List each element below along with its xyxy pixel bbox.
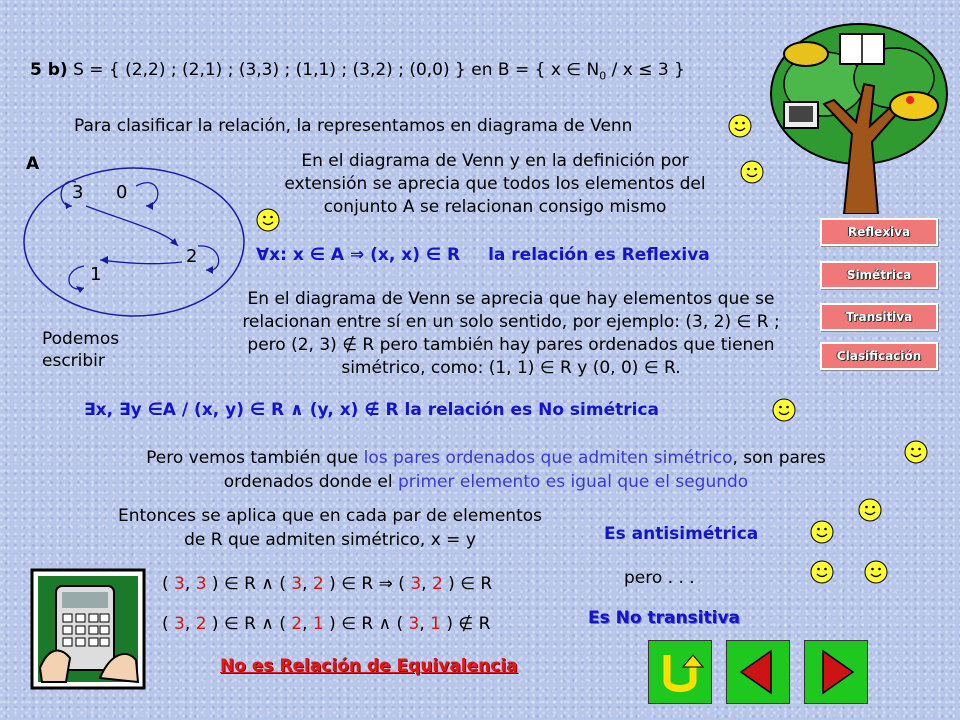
symmetric-line4: simétrico, como: (1, 1) ∈ R y (0, 0) ∈ R. <box>341 358 681 378</box>
back-arrow-icon[interactable] <box>726 640 790 704</box>
row1-p5: 3 <box>291 574 303 594</box>
reflexive-formula <box>256 245 710 265</box>
venn-element-2: 2 <box>186 246 198 267</box>
antisym-line2-a: ordenados donde el <box>223 472 398 492</box>
loop-arrow-2 <box>198 246 219 270</box>
antisym-rule-line1: Entonces se aplica que en cada par de elementos <box>117 506 543 526</box>
antisym-highlight-2: primer elemento es igual que el segundo <box>397 472 749 492</box>
reflexive-paragraph <box>250 150 740 219</box>
arrow-2-to-1 <box>100 260 182 264</box>
row2-p11: 1 <box>430 614 441 634</box>
row1-p3: 3 <box>195 574 207 594</box>
transitive-result: Es No transitiva <box>588 608 741 628</box>
row1-p2: , <box>184 574 196 594</box>
loop-arrowhead-0 <box>146 202 153 210</box>
row2-p0: ( <box>162 614 175 634</box>
antisym-line1 <box>86 446 886 470</box>
smiley-icon <box>728 114 752 138</box>
problem-statement <box>30 60 685 82</box>
problem-number: 5 b) <box>30 60 68 80</box>
row1-p9: 3 <box>410 574 422 594</box>
forward-arrow-icon[interactable] <box>804 640 868 704</box>
venn-element-1: 1 <box>90 264 102 285</box>
smiley-icon <box>904 440 928 464</box>
venn-caption-line1: Podemos <box>42 329 120 349</box>
reflexive-formula-text: ∀x: x ∈ A ⇒ (x, x) ∈ R <box>256 245 461 265</box>
intro-text: Para clasificar la relación, la representamos en diagrama de Venn <box>74 116 633 136</box>
transitive-row-2 <box>162 614 490 634</box>
symmetric-line2: relacionan entre sí en un solo sentido, por ejemplo: (3, 2) ∈ R ; <box>242 312 780 332</box>
reflexive-line2: extensión se aprecia que todos los elementos del <box>284 174 706 194</box>
arrowhead-2-to-1 <box>100 256 108 264</box>
row1-p7: 2 <box>312 574 324 594</box>
transitive-but: pero . . . <box>624 568 695 588</box>
calculator-icon <box>30 568 146 690</box>
symmetric-formula: ∃x, ∃y ∈A / (x, y) ∈ R ∧ (y, x) ∉ R la relación es No simétrica <box>84 400 660 420</box>
antisym-line1-a: Pero vemos también que <box>146 448 364 468</box>
antisym-paragraph <box>86 446 886 494</box>
tree-books-icon <box>764 14 954 214</box>
row2-p4: ) ∈ R ∧ ( <box>206 614 292 634</box>
row1-p1: 3 <box>174 574 185 594</box>
arrow-3-to-2 <box>86 206 178 246</box>
relation-definition: S = { (2,2) ; (2,1) ; (3,3) ; (1,1) ; (3,2) ; (0,0) } en B = { x ∈ N <box>73 60 600 80</box>
smiley-icon <box>858 498 882 522</box>
row2-p5: 2 <box>291 614 303 634</box>
smiley-icon <box>256 208 280 232</box>
transitive-row-1 <box>162 574 492 594</box>
set-label-a: A <box>26 154 40 174</box>
smiley-icon <box>740 160 764 184</box>
smiley-icon <box>864 560 888 584</box>
venn-caption <box>42 328 119 372</box>
set-subscript: 0 <box>599 69 607 83</box>
loop-arrow-0 <box>136 183 158 206</box>
row2-p12: ) ∉ R <box>440 614 491 634</box>
transitiva-button[interactable]: Transitiva <box>820 303 938 331</box>
symmetric-line3: pero (2, 3) ∉ R pero también hay pares ordenados que tienen <box>247 335 775 355</box>
antisym-result: Es antisimétrica <box>604 524 759 544</box>
simetrica-button[interactable]: Simétrica <box>820 261 938 289</box>
row2-p9: 3 <box>408 614 420 634</box>
symmetric-line1: En el diagrama de Venn se aprecia que hay elementos que se <box>247 289 775 309</box>
row1-p12: ) ∈ R <box>442 574 493 594</box>
loop-arrowhead-3 <box>65 202 72 209</box>
set-condition: / x ≤ 3 } <box>606 60 685 80</box>
row1-p4: ) ∈ R ∧ ( <box>206 574 292 594</box>
row2-p1: 3 <box>174 614 185 634</box>
venn-caption-line2: escribir <box>42 351 105 371</box>
symmetric-paragraph <box>196 288 826 380</box>
antisym-rule <box>80 504 580 552</box>
loop-arrowhead-2 <box>206 266 213 274</box>
row2-p6: , <box>302 614 313 634</box>
smiley-icon <box>810 560 834 584</box>
loop-arrow-1 <box>69 266 84 289</box>
antisym-highlight-1: los pares ordenados que admiten simétrico <box>363 448 733 468</box>
venn-element-0: 0 <box>116 182 128 203</box>
footer-conclusion: No es Relación de Equivalencia <box>220 656 518 676</box>
smiley-icon <box>772 398 796 422</box>
antisym-line1-c: , son pares <box>732 448 826 468</box>
row2-p7: 1 <box>312 614 324 634</box>
home-u-turn-icon[interactable] <box>648 640 712 704</box>
row2-p2: , <box>184 614 196 634</box>
reflexive-conclusion: la relación es Reflexiva <box>488 245 710 265</box>
reflexive-line1: En el diagrama de Venn y en la definición por <box>301 151 689 171</box>
row1-p8: ) ∈ R ⇒ ( <box>323 574 411 594</box>
reflexive-line3: conjunto A se relacionan consigo mismo <box>323 197 667 217</box>
antisym-rule-line2: de R que admiten simétrico, x = y <box>184 530 476 550</box>
row2-p3: 2 <box>195 614 207 634</box>
venn-element-3: 3 <box>72 182 84 203</box>
reflexiva-button[interactable]: Reflexiva <box>820 218 938 246</box>
row1-p11: 2 <box>431 574 443 594</box>
row1-p6: , <box>302 574 313 594</box>
row1-p0: ( <box>162 574 175 594</box>
row2-p10: , <box>419 614 431 634</box>
row2-p8: ) ∈ R ∧ ( <box>323 614 409 634</box>
smiley-icon <box>810 520 834 544</box>
row1-p10: , <box>421 574 432 594</box>
clasificacion-button[interactable]: Clasificación <box>820 342 938 370</box>
antisym-line2 <box>86 470 886 494</box>
